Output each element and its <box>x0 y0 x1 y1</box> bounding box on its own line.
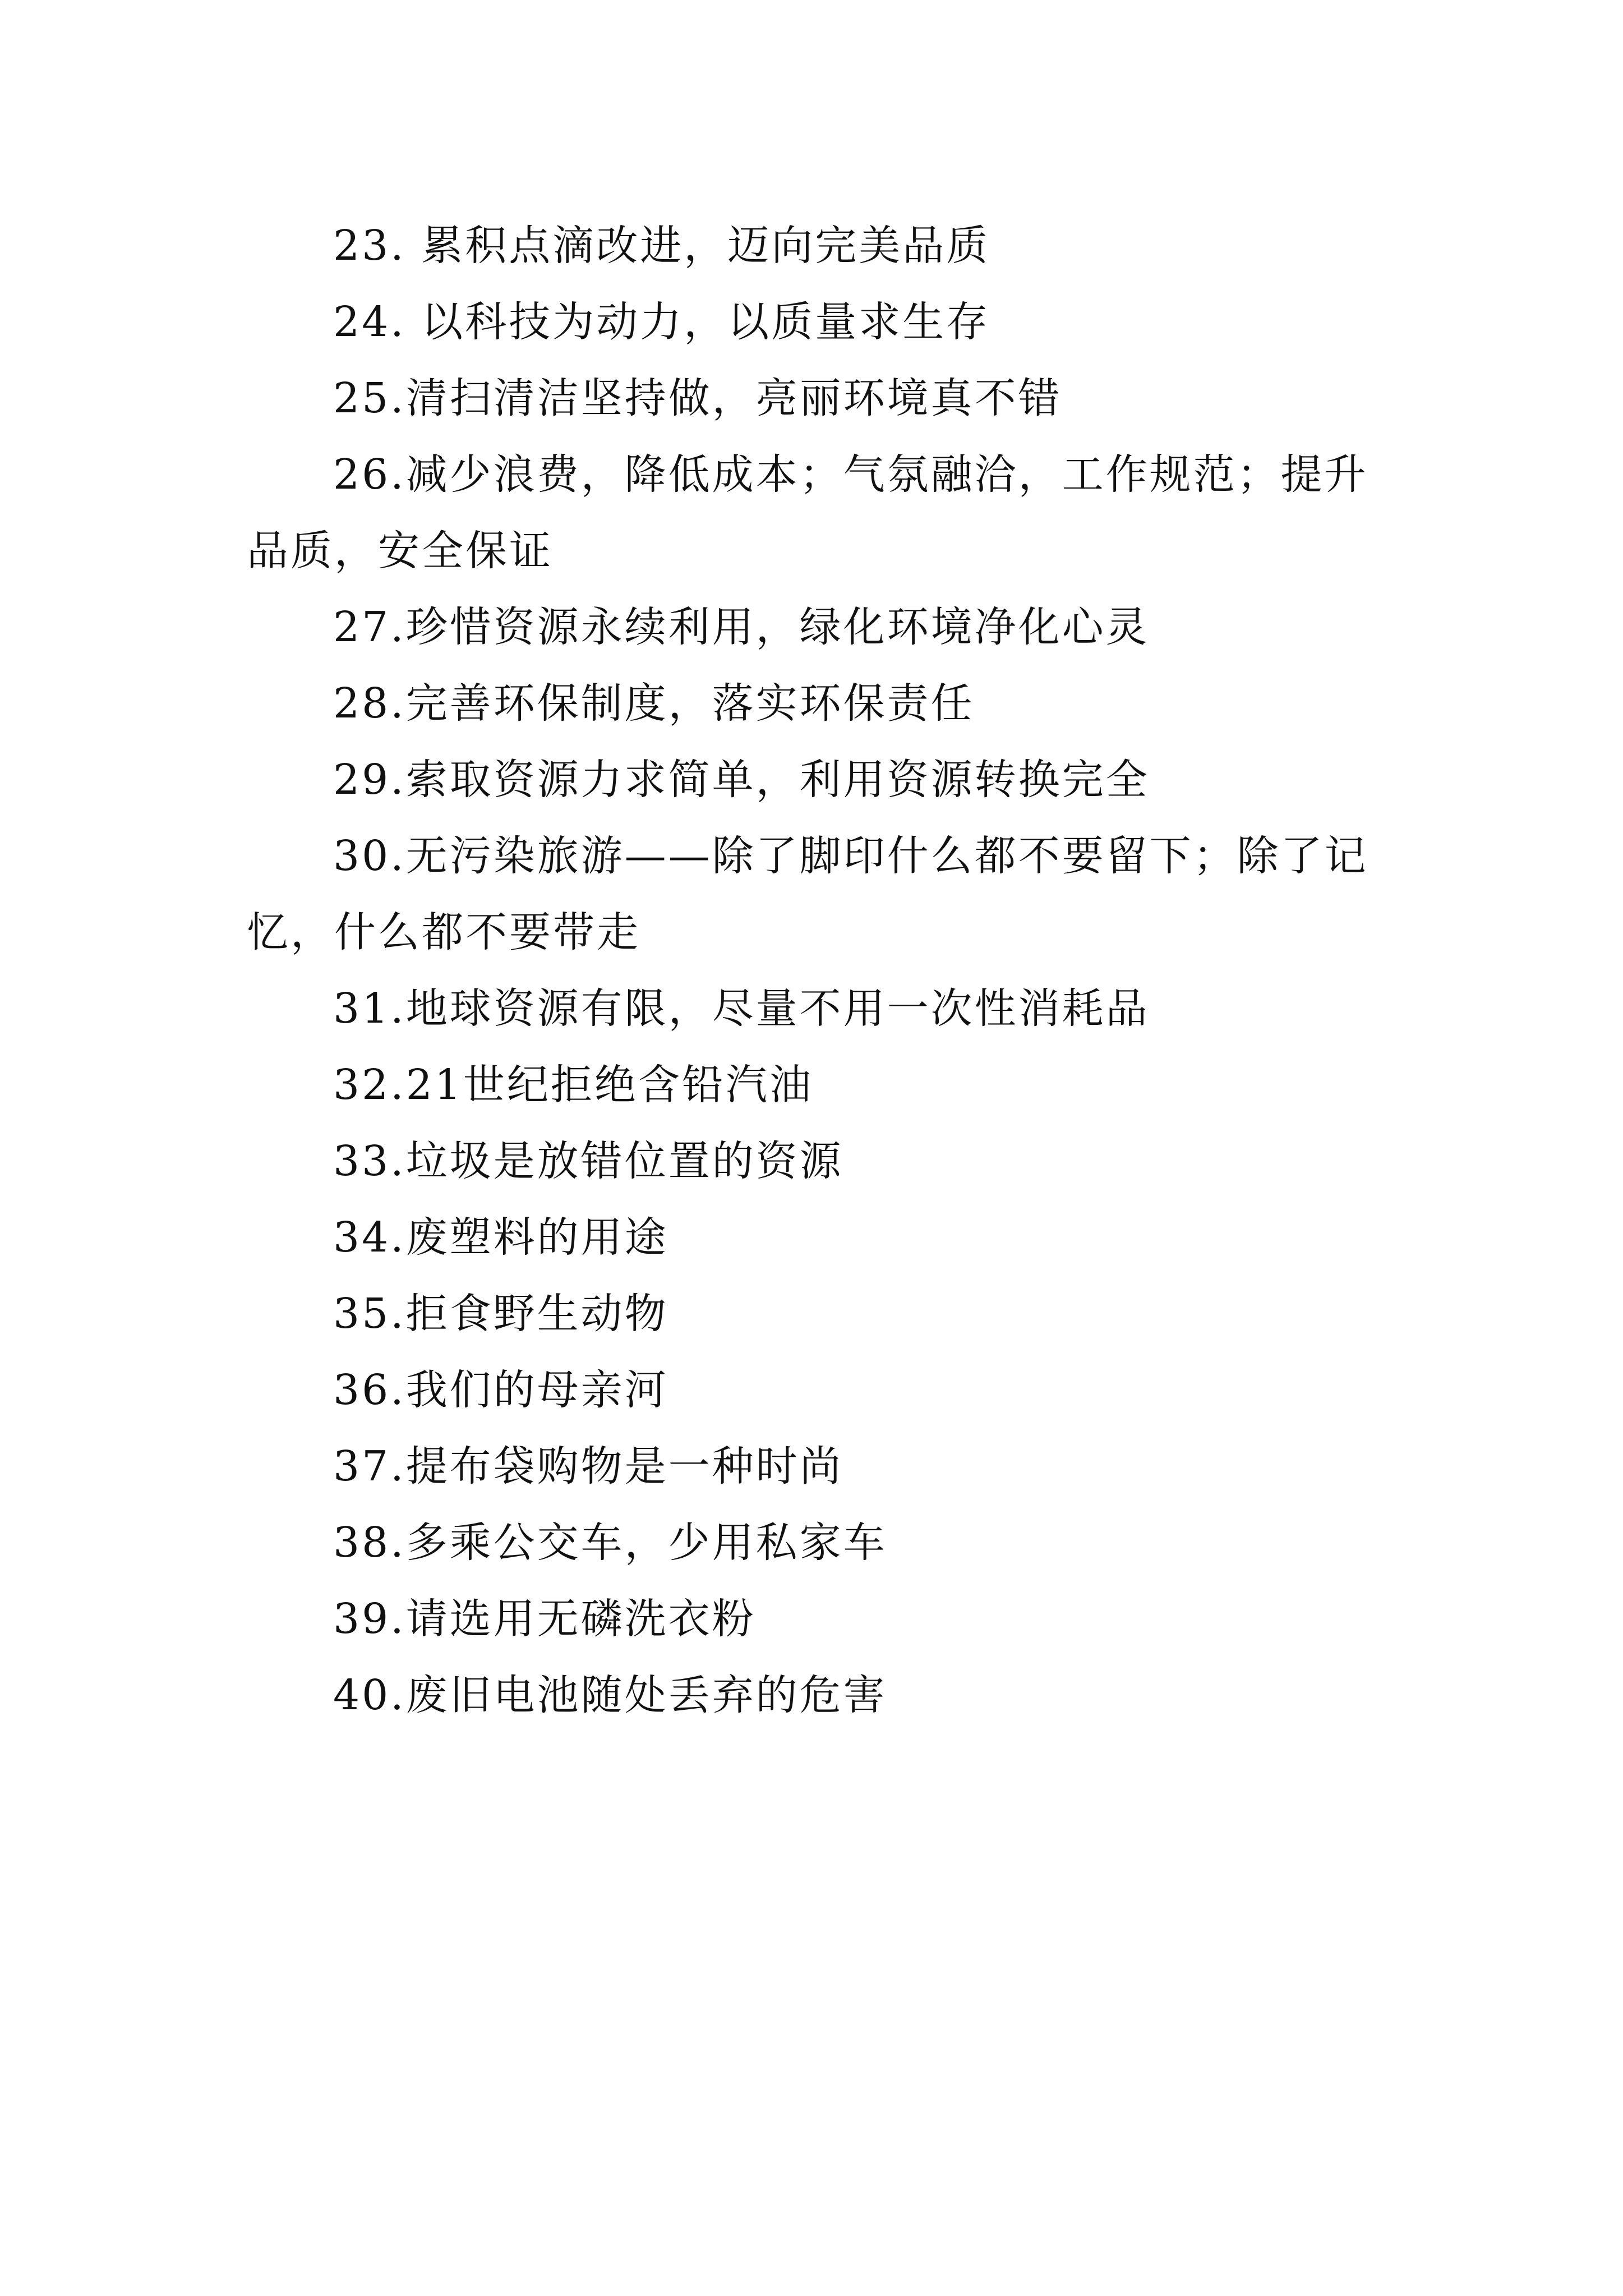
item-text: 累积点滴改进，迈向完美品质 <box>421 222 990 270</box>
item-text: 请选用无磷洗衣粉 <box>405 1595 756 1643</box>
item-number: 32. <box>333 1061 406 1109</box>
item-text: 无污染旅游——除了脚印什么都不要留下；除了记忆，什么都不要带走 <box>247 832 1368 956</box>
item-number: 30. <box>333 832 406 880</box>
list-item <box>247 1428 1385 1504</box>
list-item <box>247 208 1385 284</box>
list-item <box>247 742 1385 818</box>
list-item <box>247 1581 1385 1657</box>
item-number: 33. <box>333 1137 406 1185</box>
list-item <box>247 436 1385 589</box>
item-text: 地球资源有限，尽量不用一次性消耗品 <box>405 984 1150 1033</box>
item-text: 多乘公交车，少用私家车 <box>405 1519 887 1567</box>
slogan-list <box>247 208 1385 1733</box>
item-text: 珍惜资源永续利用，绿化环境净化心灵 <box>405 603 1150 651</box>
item-text: 完善环保制度，落实环保责任 <box>405 679 975 728</box>
item-number: 23. <box>333 222 422 270</box>
item-number: 35. <box>333 1290 406 1338</box>
item-number: 26. <box>333 450 406 499</box>
item-number: 34. <box>333 1213 406 1262</box>
item-number: 39. <box>333 1595 406 1643</box>
list-item <box>247 1276 1385 1352</box>
item-text: 索取资源力求简单，利用资源转换完全 <box>405 756 1150 804</box>
item-text: 以科技为动力，以质量求生存 <box>421 298 990 346</box>
item-text: 拒食野生动物 <box>405 1290 668 1338</box>
list-item <box>247 1199 1385 1276</box>
item-text: 清扫清洁坚持做，亮丽环境真不错 <box>405 374 1062 422</box>
list-item <box>247 970 1385 1047</box>
list-item <box>247 1657 1385 1733</box>
list-item <box>247 818 1385 970</box>
item-text: 我们的母亲河 <box>405 1366 668 1414</box>
list-item <box>247 1047 1385 1123</box>
item-number: 28. <box>333 679 406 728</box>
item-number: 25. <box>333 374 406 422</box>
list-item <box>247 665 1385 742</box>
item-number: 27. <box>333 603 406 651</box>
item-text: 提布袋购物是一种时尚 <box>405 1442 843 1490</box>
item-number: 29. <box>333 756 406 804</box>
item-number: 36. <box>333 1366 406 1414</box>
list-item <box>247 284 1385 360</box>
list-item <box>247 1123 1385 1199</box>
item-text: 废塑料的用途 <box>405 1213 668 1262</box>
list-item <box>247 589 1385 665</box>
item-number: 40. <box>333 1671 406 1719</box>
item-number: 24. <box>333 298 422 346</box>
item-number: 37. <box>333 1442 406 1490</box>
item-number: 31. <box>333 984 406 1033</box>
item-number: 38. <box>333 1519 406 1567</box>
item-text: 21世纪拒绝含铅汽油 <box>405 1061 813 1109</box>
item-text: 废旧电池随处丢弃的危害 <box>405 1671 887 1719</box>
item-text: 垃圾是放错位置的资源 <box>405 1137 843 1185</box>
list-item <box>247 360 1385 436</box>
list-item <box>247 1352 1385 1428</box>
item-text: 减少浪费，降低成本；气氛融洽，工作规范；提升品质，安全保证 <box>247 450 1368 575</box>
list-item <box>247 1504 1385 1581</box>
